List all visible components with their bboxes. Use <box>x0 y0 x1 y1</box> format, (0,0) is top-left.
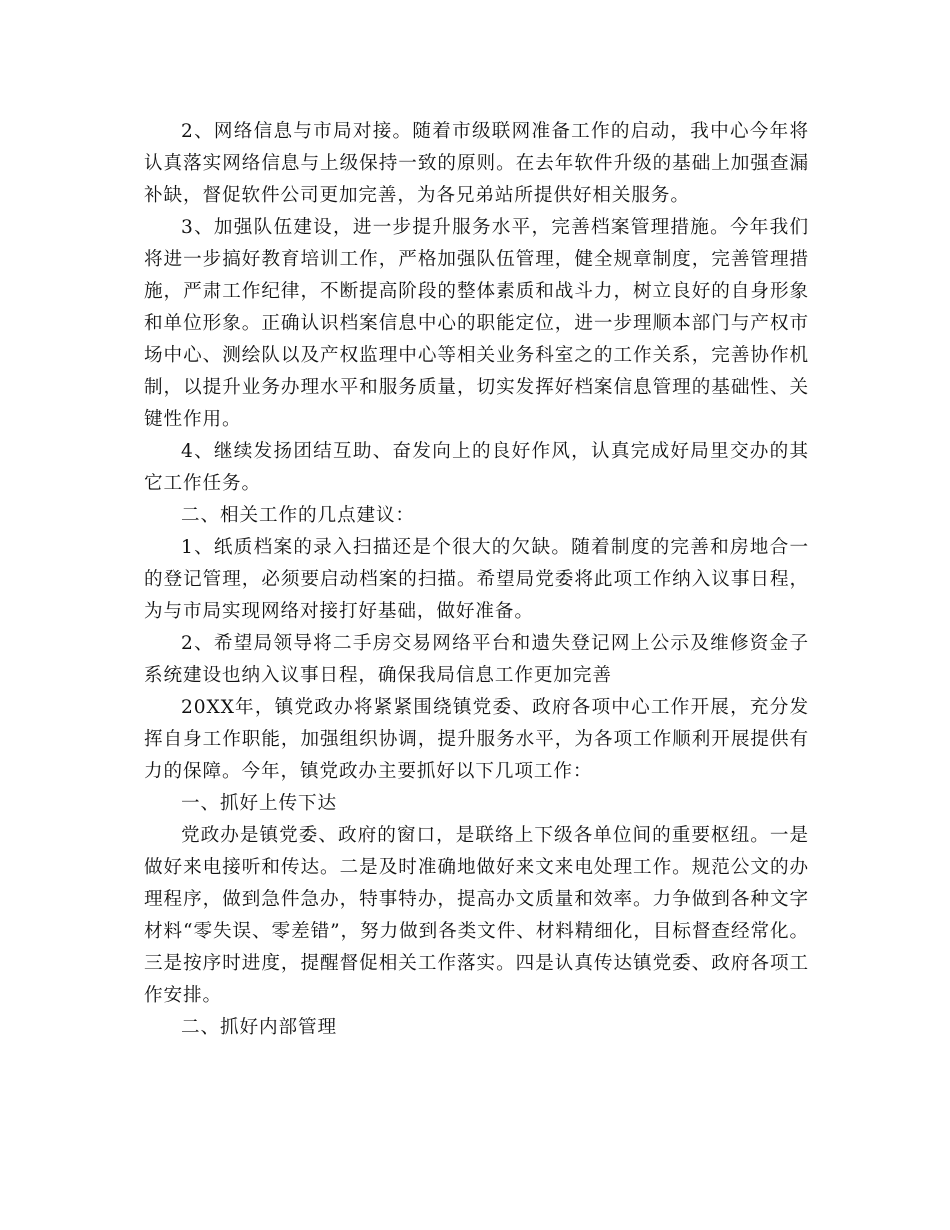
section-heading-suggestions: 二、相关工作的几点建议： <box>181 505 415 526</box>
paragraph-archive-scanning: 1、纸质档案的录入扫描还是个很大的欠缺。随着制度的完善和房地合一的登记管理，必须要启动档案的扫描。希望局党委将此项工作纳入议事日程，为与市局实现网络对接打好基础，做好准备。 <box>144 537 809 622</box>
document-body <box>144 116 809 1044</box>
paragraph-team-building: 3、加强队伍建设，进一步提升服务水平，完善档案管理措施。今年我们将进一步搞好教育培训工作，严格加强队伍管理，健全规章制度，完善管理措施，严肃工作纪律，不断提高阶段的整体素质和战斗力，树立良好的自身形象和单位形象。正确认识档案信息中心的职能定位，进一步理顺本部门与产权市场中心、测绘队以及产权监理中心等相关业务科室之的工作关系，完善协作机制，以提升业务办理水平和服务质量，切实发挥好档案信息管理的基础性、关键性作用。 <box>144 217 809 430</box>
paragraph-network-docking: 2、网络信息与市局对接。随着市级联网准备工作的启动，我中心今年将认真落实网络信息与上级保持一致的原则。在去年软件升级的基础上加强查漏补缺，督促软件公司更加完善，为各兄弟站所提供好相关服务。 <box>144 121 809 206</box>
paragraph-office-role: 党政办是镇党委、政府的窗口，是联络上下级各单位间的重要枢纽。一是做好来电接听和传达。二是及时准确地做好来文来电处理工作。规范公文的办理程序，做到急件急办，特事特办，提高办文质量和效率。力争做到各种文字材料“零失误、零差错”，努力做到各类文件、材料精细化，目标督查经常化。三是按序时进度，提醒督促相关工作落实。四是认真传达镇党委、政府各项工作安排。 <box>144 825 809 1006</box>
paragraph-work-style: 4、继续发扬团结互助、奋发向上的良好作风，认真完成好局里交办的其它工作任务。 <box>144 441 809 494</box>
paragraph-annual-plan: 20XX年，镇党政办将紧紧围绕镇党委、政府各项中心工作开展，充分发挥自身工作职能，加强组织协调，提升服务水平，为各项工作顺利开展提供有力的保障。今年，镇党政办主要抓好以下几项工作： <box>144 697 809 782</box>
paragraph-trading-platform: 2、希望局领导将二手房交易网络平台和遗失登记网上公示及维修资金子系统建设也纳入议事日程，确保我局信息工作更加完善 <box>144 633 809 686</box>
section-heading-internal-management: 二、抓好内部管理 <box>181 1017 337 1038</box>
section-heading-communication: 一、抓好上传下达 <box>181 793 337 814</box>
